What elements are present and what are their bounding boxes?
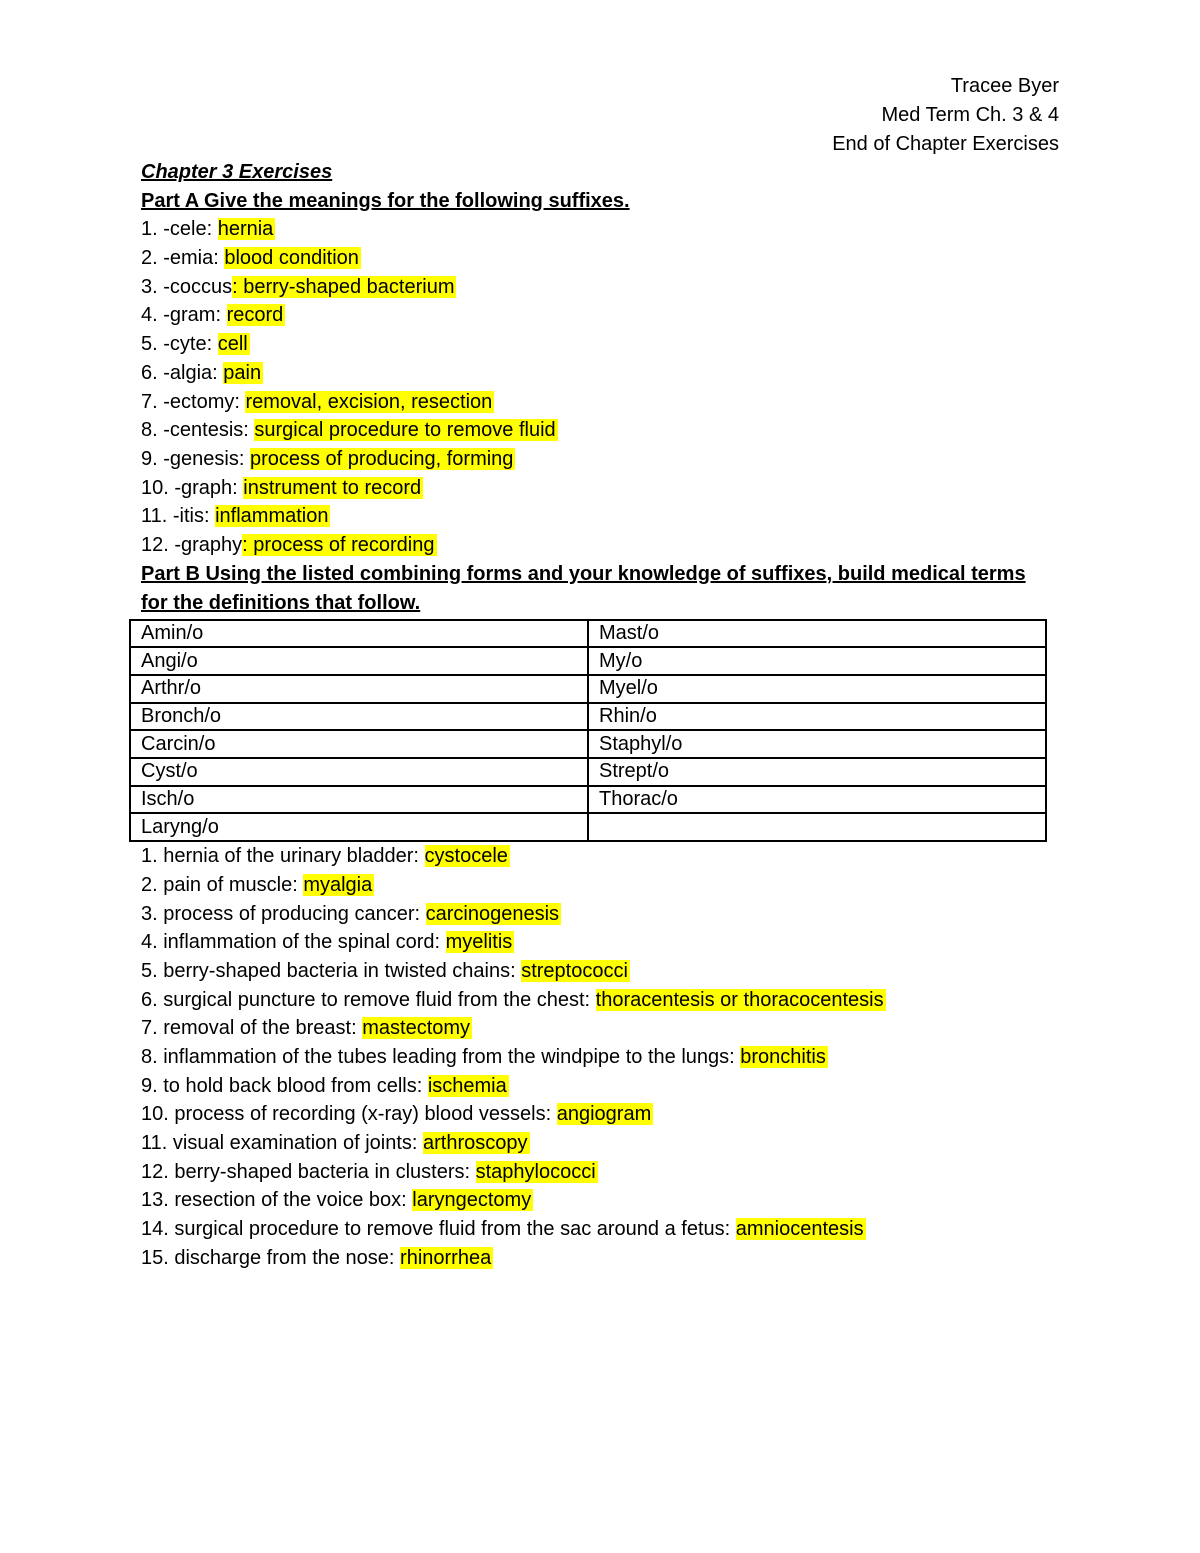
assignment-title: End of Chapter Exercises xyxy=(832,133,1059,155)
item-answer: record xyxy=(226,304,284,327)
chapter-title: Chapter 3 Exercises xyxy=(141,161,333,183)
item-prompt: 1. hernia of the urinary bladder: xyxy=(141,845,425,868)
part-a-item xyxy=(141,215,1051,244)
item-prompt: 11. visual examination of joints: xyxy=(141,1132,424,1154)
table-cell: Angi/o xyxy=(130,647,588,675)
item-prompt: 6. -algia: xyxy=(141,361,224,384)
part-b-item xyxy=(141,1100,1051,1129)
item-prompt: 9. to hold back blood from cells: xyxy=(141,1074,428,1097)
item-prompt: 10. process of recording (x-ray) blood vessels: xyxy=(141,1103,557,1126)
table-row xyxy=(130,703,1046,731)
part-b-item xyxy=(141,1072,1051,1101)
part-b-item xyxy=(141,900,1051,929)
item-answer: arthroscopy xyxy=(423,1132,528,1154)
part-b-item xyxy=(141,1014,1051,1043)
table-cell: Carcin/o xyxy=(130,730,588,758)
item-prompt: 5. berry-shaped bacteria in twisted chains: xyxy=(141,959,522,982)
item-prompt: 1. -cele: xyxy=(141,218,218,241)
part-a-item xyxy=(141,502,1051,531)
item-answer: bronchitis xyxy=(740,1045,826,1068)
item-prompt: 12. berry-shaped bacteria in clusters: xyxy=(141,1160,476,1183)
item-prompt: 5. -cyte: xyxy=(141,333,218,356)
item-answer: myelitis xyxy=(445,931,513,954)
part-a-item xyxy=(141,273,1051,302)
item-answer: hernia xyxy=(217,218,274,241)
item-prompt: 2. -emia: xyxy=(141,247,225,270)
part-b-item xyxy=(141,1129,1051,1158)
page-header xyxy=(832,72,1059,159)
item-prompt: 9. -genesis: xyxy=(141,447,250,470)
table-cell: Mast/o xyxy=(588,620,1046,648)
item-prompt: 8. inflammation of the tubes leading from the windpipe to the lungs: xyxy=(141,1045,741,1068)
item-answer: removal, excision, resection xyxy=(245,390,493,413)
part-b-item xyxy=(141,1043,1051,1072)
item-answer: angiogram xyxy=(556,1103,652,1126)
part-b-item xyxy=(141,928,1051,957)
part-a-item xyxy=(141,244,1051,273)
item-answer: instrument to record xyxy=(243,476,422,499)
student-name: Tracee Byer xyxy=(950,75,1059,97)
part-b-list xyxy=(141,842,1051,1272)
table-cell: Cyst/o xyxy=(130,758,588,786)
part-b-item xyxy=(141,1215,1051,1244)
item-prompt: 3. process of producing cancer: xyxy=(141,902,426,925)
table-row xyxy=(130,813,1046,841)
table-cell: Staphyl/o xyxy=(588,730,1046,758)
part-a-item xyxy=(141,301,1051,330)
item-prompt: 10. -graph: xyxy=(141,476,244,499)
item-answer: : berry-shaped bacterium xyxy=(232,275,455,298)
table-row xyxy=(130,730,1046,758)
table-row xyxy=(130,758,1046,786)
part-a-heading: Part A Give the meanings for the following suffixes. xyxy=(141,189,630,212)
table-row xyxy=(130,620,1046,648)
item-prompt: 2. pain of muscle: xyxy=(141,873,304,896)
table-row xyxy=(130,647,1046,675)
table-cell: Isch/o xyxy=(130,786,588,814)
item-prompt: 4. -gram: xyxy=(141,304,227,327)
part-a-item xyxy=(141,531,1051,560)
item-answer: mastectomy xyxy=(362,1017,471,1040)
item-prompt: 14. surgical procedure to remove fluid from the sac around a fetus: xyxy=(141,1218,736,1241)
item-answer: streptococci xyxy=(521,959,628,982)
item-answer: myalgia xyxy=(303,873,373,896)
course-title: Med Term Ch. 3 & 4 xyxy=(881,104,1059,126)
part-a-item xyxy=(141,445,1051,474)
table-cell: Rhin/o xyxy=(588,703,1046,731)
table-cell xyxy=(588,813,1046,841)
item-prompt: 11. -itis: xyxy=(141,505,216,528)
part-a-list xyxy=(141,215,1051,559)
item-prompt: 12. -graphy xyxy=(141,533,243,556)
combining-forms-table xyxy=(129,619,1047,843)
item-answer: amniocentesis xyxy=(735,1218,864,1241)
item-answer: staphylococci xyxy=(475,1160,596,1183)
table-cell: Strept/o xyxy=(588,758,1046,786)
table-cell: My/o xyxy=(588,647,1046,675)
item-answer: : process of recording xyxy=(242,533,435,556)
part-b-item xyxy=(141,1244,1051,1273)
part-b-item xyxy=(141,986,1051,1015)
table-cell: Thorac/o xyxy=(588,786,1046,814)
part-a-item xyxy=(141,474,1051,503)
item-answer: inflammation xyxy=(215,505,329,528)
item-prompt: 13. resection of the voice box: xyxy=(141,1189,413,1212)
item-answer: ischemia xyxy=(427,1074,507,1097)
item-prompt: 4. inflammation of the spinal cord: xyxy=(141,931,446,954)
item-answer: cystocele xyxy=(424,845,508,868)
document-body xyxy=(141,158,1051,1272)
table-row xyxy=(130,675,1046,703)
part-b-item xyxy=(141,1186,1051,1215)
item-answer: process of producing, forming xyxy=(249,447,514,470)
item-answer: surgical procedure to remove fluid xyxy=(254,419,556,442)
part-b-heading: Part B Using the listed combining forms and your knowledge of suffixes, build medical terms for the definitions that follow. xyxy=(141,562,1026,614)
table-cell: Laryng/o xyxy=(130,813,588,841)
item-prompt: 8. -centesis: xyxy=(141,419,255,442)
item-answer: cell xyxy=(217,333,248,356)
part-b-item xyxy=(141,957,1051,986)
part-b-item xyxy=(141,1158,1051,1187)
item-prompt: 7. removal of the breast: xyxy=(141,1017,363,1040)
item-prompt: 15. discharge from the nose: xyxy=(141,1246,401,1269)
item-answer: thoracentesis or thoracocentesis xyxy=(595,988,884,1011)
item-prompt: 3. -coccus xyxy=(141,275,233,298)
item-answer: pain xyxy=(223,361,262,384)
item-answer: laryngectomy xyxy=(412,1189,532,1212)
part-a-item xyxy=(141,359,1051,388)
item-prompt: 7. -ectomy: xyxy=(141,390,246,413)
table-cell: Myel/o xyxy=(588,675,1046,703)
table-cell: Bronch/o xyxy=(130,703,588,731)
table-row xyxy=(130,786,1046,814)
part-a-item xyxy=(141,388,1051,417)
table-cell: Arthr/o xyxy=(130,675,588,703)
item-answer: rhinorrhea xyxy=(400,1246,492,1269)
part-a-item xyxy=(141,330,1051,359)
table-cell: Amin/o xyxy=(130,620,588,648)
part-b-item xyxy=(141,842,1051,871)
part-a-item xyxy=(141,416,1051,445)
part-b-item xyxy=(141,871,1051,900)
item-answer: blood condition xyxy=(224,247,359,270)
item-prompt: 6. surgical puncture to remove fluid from the chest: xyxy=(141,988,596,1011)
item-answer: carcinogenesis xyxy=(425,902,560,925)
